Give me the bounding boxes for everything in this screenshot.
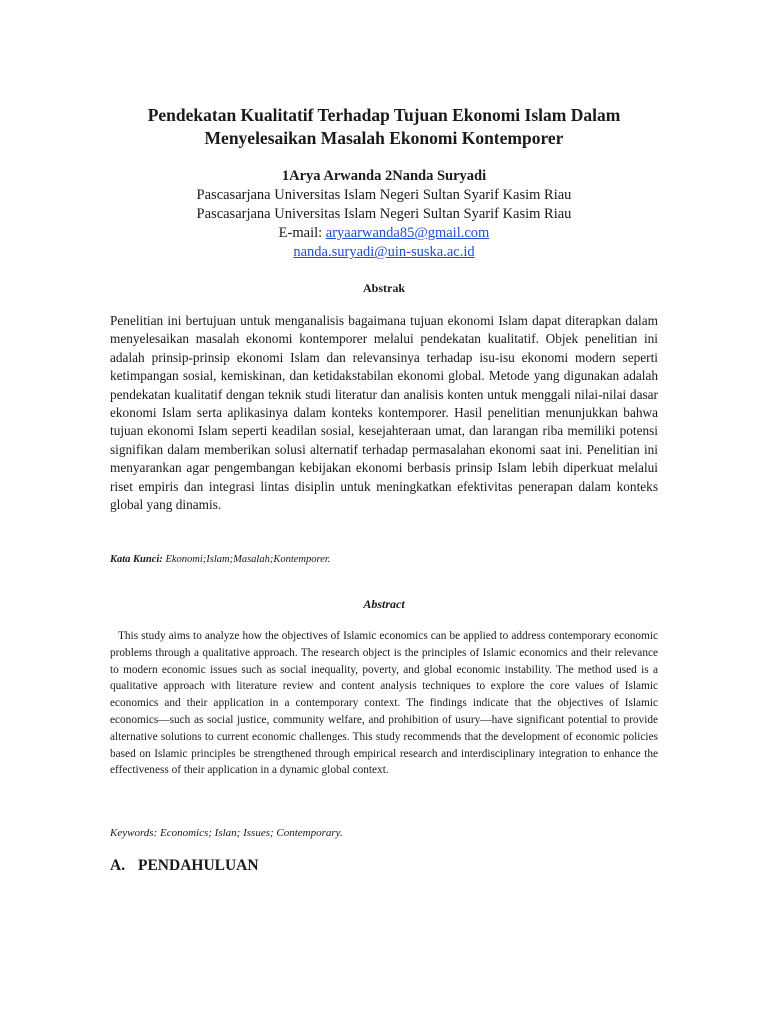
keywords xyxy=(110,827,658,839)
affiliation-2: Pascasarjana Universitas Islam Negeri Sultan Syarif Kasim Riau xyxy=(196,206,572,222)
email-link-2[interactable]: nanda.suryadi@uin-suska.ac.id xyxy=(293,244,475,260)
kata-kunci-values: Ekonomi;Islam;Masalah;Kontemporer. xyxy=(162,554,331,565)
email-line xyxy=(110,224,658,243)
abstrak-heading: Abstrak xyxy=(362,281,405,295)
title-line-2: Menyelesaikan Masalah Ekonomi Kontemporer xyxy=(204,128,564,148)
email-label: E-mail: xyxy=(278,225,326,241)
author-names: 1Arya Arwanda 2Nanda Suryadi xyxy=(281,168,487,184)
author-block xyxy=(110,167,658,262)
paper-title xyxy=(110,104,658,150)
abstrak-body: Penelitian ini bertujuan untuk menganalisis bagaimana tujuan ekonomi Islam dapat diterapkan dalam menyelesaikan masalah ekonomi kontemporer melalui pendekatan kualitatif. Objek penelitian ini adalah prinsip-prinsip ekonomi Islam dan relevansinya terhadap isu-isu ekonomi modern seperti ketimpangan sosial, kemiskinan, dan ketidakstabilan ekonomi global. Metode yang digunakan adalah pendekatan kualitatif dengan teknik studi literatur dan analisis konten untuk menggali nilai-nilai dasar ekonomi Islam serta aplikasinya dalam konteks kontemporer. Hasil penelitian menunjukkan bahwa tujuan ekonomi Islam seperti keadilan sosial, kesejahteraan umat, dan larangan riba memiliki potensi signifikan dalam memberikan solusi alternatif terhadap permasalahan ekonomi saat ini. Penelitian ini menyarankan agar pengembangan kebijakan ekonomi berbasis prinsip Islam lebih diperkuat melalui riset empiris dan integrasi lintas disiplin untuk meningkatkan efektivitas penerapan dalam konteks global yang dinamis. xyxy=(110,313,658,513)
affiliation-1: Pascasarjana Universitas Islam Negeri Sultan Syarif Kasim Riau xyxy=(196,187,572,203)
email-line-2 xyxy=(110,243,658,262)
abstract-heading: Abstract xyxy=(363,597,405,611)
section-number: A. xyxy=(110,857,126,874)
title-line-1: Pendekatan Kualitatif Terhadap Tujuan Ekonomi Islam Dalam xyxy=(147,105,621,125)
abstract-body: This study aims to analyze how the objectives of Islamic economics can be applied to address contemporary economic problems through a qualitative approach. The research object is the principles of Islamic economics and their relevance to modern economic issues such as social inequality, poverty, and global economic instability. The method used is a qualitative approach with literature review and content analysis techniques to explore the core values of Islamic economics and their application in a contemporary context. The findings indicate that the objectives of Islamic economics—such as social justice, community welfare, and prohibition of usury—have significant potential to provide alternative solutions to current economic challenges. This study recommends that the development of economic policies based on Islamic principles be strengthened through empirical research and interdisciplinary integration to enhance the effectiveness of their application in a dynamic global context. xyxy=(110,630,658,777)
keywords-label: Keywords xyxy=(110,827,154,839)
kata-kunci-label: Kata Kunci: xyxy=(110,554,163,565)
email-link-1[interactable]: aryaarwanda85@gmail.com xyxy=(325,225,490,241)
section-heading xyxy=(110,857,259,875)
keywords-values: : Economics; Islan; Issues; Contemporary. xyxy=(153,827,343,839)
section-title: PENDAHULUAN xyxy=(138,857,259,874)
kata-kunci xyxy=(110,554,658,565)
